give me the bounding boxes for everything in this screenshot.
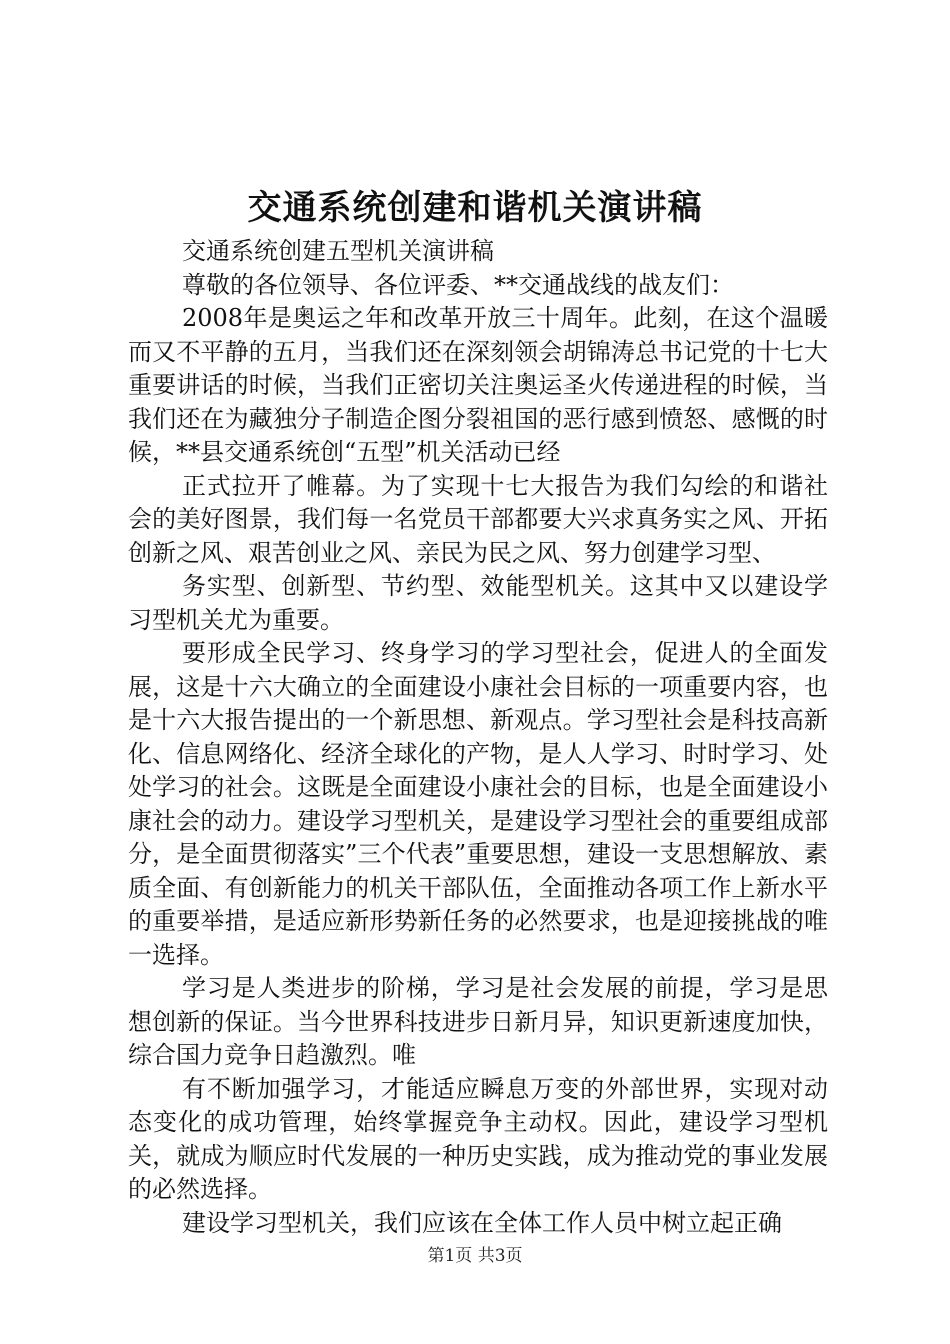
paragraph: 务实型、创新型、节约型、效能型机关。这其中又以建设学习型机关尤为重要。 [128,572,828,634]
paragraph-subtitle: 交通系统创建五型机关演讲稿 [182,237,494,265]
paragraph: 正式拉开了帷幕。为了实现十七大报告为我们勾绘的和谐社会的美好图景，我们每一名党员干部都要大兴求真务实之风、开拓创新之风、艰苦创业之风、亲民为民之风、努力创建学习型、 [128,471,828,567]
document-title: 交通系统创建和谐机关演讲稿 [247,188,703,228]
paragraph: 建设学习型机关，我们应该在全体工作人员中树立起正确 [182,1208,782,1237]
paragraph: 要形成全民学习、终身学习的学习型社会，促进人的全面发展，这是十六大确立的全面建设小康社会目标的一项重要内容，也是十六大报告提出的一个新思想、新观点。学习型社会是科技高新化、信息网络化、经济全球化的产物，是人人学习、时时学习、处处学习的社会。这既是全面建设小康社会的目标，也是全面建设小康社会的动力。建设学习型机关，是建设学习型社会的重要组成部分，是全面贯彻落实”三个代表”重要思想，建设一支思想解放、素质全面、有创新能力的机关干部队伍，全面推动各项工作上新水平的重要举措，是适应新形势新任务的必然要求，也是迎接挑战的唯一选择。 [128,639,828,969]
document-body [128,235,828,1240]
paragraph: 2008年是奥运之年和改革开放三十周年。此刻，在这个温暖而又不平静的五月，当我们还在深刻领会胡锦涛总书记党的十七大重要讲话的时候，当我们正密切关注奥运圣火传递进程的时候，当我们还在为藏独分子制造企图分裂祖国的恶行感到愤怒、感慨的时候，**县交通系统创“五型”机关活动已经 [128,304,828,466]
page-number-footer: 第1页 共3页 [427,1246,523,1266]
paragraph: 有不断加强学习，才能适应瞬息万变的外部世界，实现对动态变化的成功管理，始终掌握竞争主动权。因此，建设学习型机关，就成为顺应时代发展的一种历史实践，成为推动党的事业发展的必然选择。 [128,1074,828,1203]
paragraph-salutation: 尊敬的各位领导、各位评委、**交通战线的战友们： [182,270,734,299]
paragraph: 学习是人类进步的阶梯，学习是社会发展的前提，学习是思想创新的保证。当今世界科技进步日新月异，知识更新速度加快，综合国力竞争日趋激烈。唯 [128,974,828,1069]
